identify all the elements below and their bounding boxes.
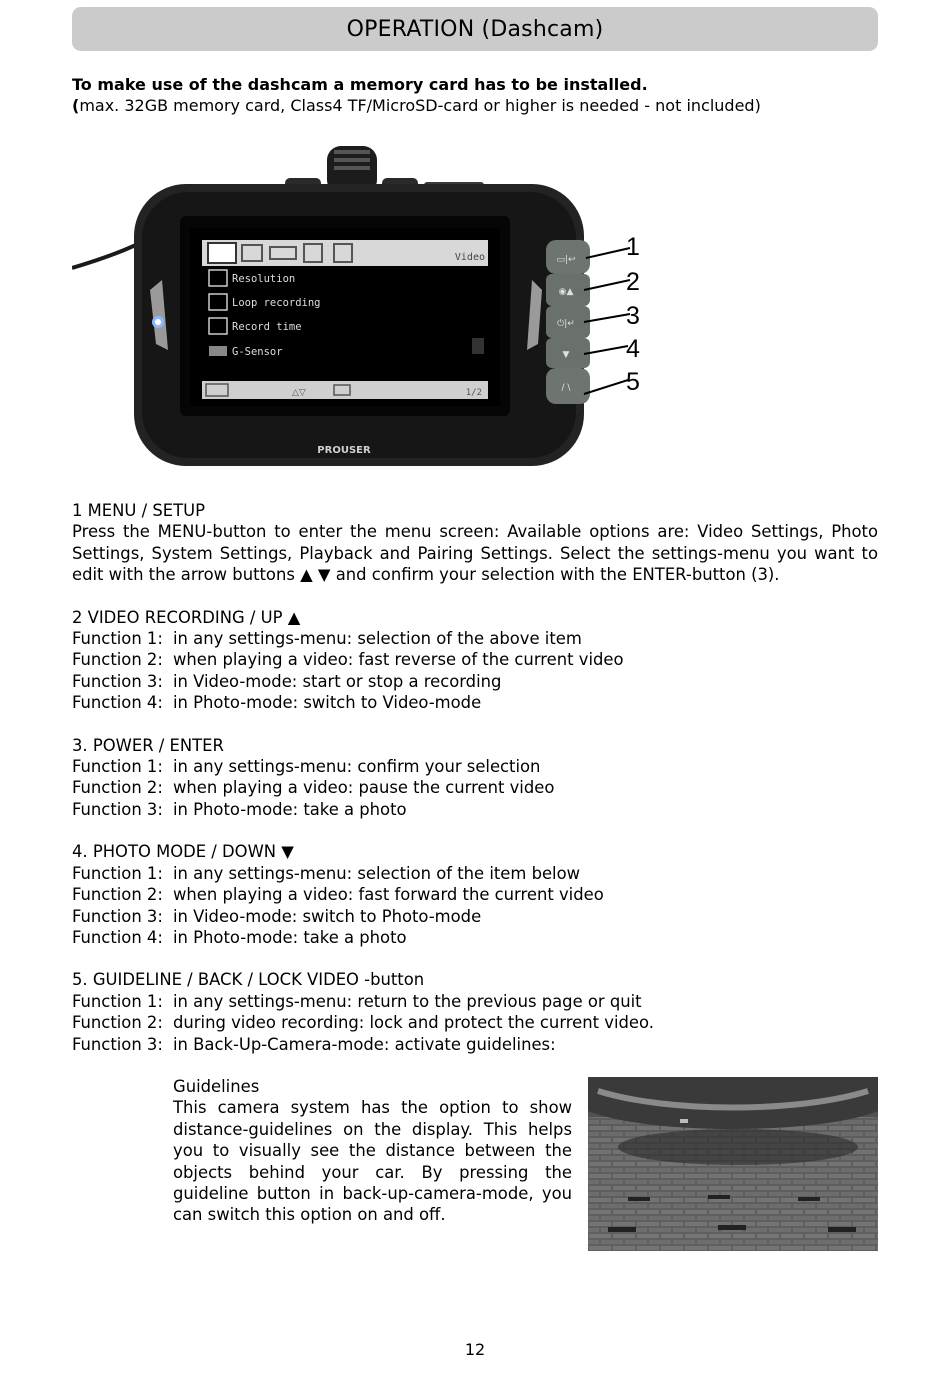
function-row	[72, 799, 878, 820]
function-text: during video recording: lock and protect the current video.	[173, 1013, 654, 1033]
screen-page-indicator: 1/2	[465, 388, 482, 398]
function-label: Function 3:	[72, 906, 163, 926]
function-row	[72, 927, 878, 948]
button-descriptions	[72, 500, 878, 1076]
brand-logo: PROUSER	[317, 445, 371, 456]
section-video-recording-up	[72, 607, 878, 714]
function-row	[72, 649, 878, 670]
function-text: when playing a video: fast reverse of the current video	[173, 650, 624, 670]
function-row	[72, 863, 878, 884]
intro-paren: (	[72, 96, 80, 115]
function-text: in any settings-menu: confirm your selection	[173, 757, 541, 777]
intro-block	[72, 74, 892, 116]
screen-tab-label: Video	[454, 252, 485, 263]
function-label: Function 1:	[72, 757, 163, 777]
page-number: 12	[464, 1340, 486, 1359]
function-text: in Back-Up-Camera-mode: activate guidelines:	[173, 1034, 556, 1054]
guidelines-title: Guidelines	[173, 1077, 260, 1096]
function-label: Function 1:	[72, 991, 163, 1011]
function-row	[72, 671, 878, 692]
guidelines-paragraph: This camera system has the option to show distance-guidelines on the display. This helps you to visually see the distance between the objects behind your car. By pressing the guideline button in back-up-camera-mode, you can switch this option on and off.	[173, 1098, 572, 1225]
function-row	[72, 777, 878, 798]
function-label: Function 4:	[72, 927, 163, 947]
function-row	[72, 884, 878, 905]
section-photo-mode-down	[72, 841, 878, 948]
backup-camera-photo	[588, 1077, 878, 1251]
function-label: Function 2:	[72, 650, 163, 670]
function-row	[72, 991, 878, 1012]
intro-line-2-text: max. 32GB memory card, Class4 TF/MicroSD-card or higher is needed - not included)	[79, 96, 761, 115]
section-title: 1 MENU / SETUP	[72, 501, 205, 520]
section-power-enter	[72, 735, 878, 821]
section-paragraph: Press the MENU-button to enter the menu screen: Available options are: Video Settings, Photo Settings, System Settings, Playback and Pairing Settings. Select the settings-menu you want to edit with the arrow buttons ▲ ▼ and confirm your selection with the ENTER-button (3).	[72, 522, 878, 585]
callout-3: 3	[626, 302, 640, 330]
function-text: in Video-mode: switch to Photo-mode	[173, 906, 482, 926]
car-bumper	[588, 1077, 878, 1129]
function-label: Function 2:	[72, 1013, 163, 1033]
svg-text:△▽: △▽	[292, 388, 306, 398]
function-text: in Photo-mode: take a photo	[173, 799, 407, 819]
function-text: in Photo-mode: take a photo	[173, 927, 407, 947]
callout-2: 2	[626, 268, 640, 296]
function-row	[72, 628, 878, 649]
screen-menu-record-time: Record time	[232, 321, 302, 333]
power-cable	[72, 242, 142, 268]
function-row	[72, 756, 878, 777]
svg-text:/ \: / \	[561, 383, 571, 393]
function-label: Function 3:	[72, 671, 163, 691]
guidelines-block	[173, 1076, 572, 1226]
svg-text:⏻|↵: ⏻|↵	[557, 319, 575, 329]
callout-5: 5	[626, 368, 640, 396]
page-title: OPERATION (Dashcam)	[346, 16, 604, 42]
svg-text:▭|↩: ▭|↩	[556, 255, 576, 265]
function-label: Function 1:	[72, 863, 163, 883]
function-text: when playing a video: pause the current video	[173, 778, 555, 798]
intro-line-1: To make use of the dashcam a memory card has to be installed.	[72, 75, 648, 94]
function-row	[72, 906, 878, 927]
function-row	[72, 692, 878, 713]
function-label: Function 2:	[72, 885, 163, 905]
screen-menu-loop-recording: Loop recording	[232, 297, 321, 309]
function-label: Function 3:	[72, 799, 163, 819]
function-label: Function 2:	[72, 778, 163, 798]
section-title: 5. GUIDELINE / BACK / LOCK VIDEO -button	[72, 970, 425, 990]
function-text: when playing a video: fast forward the current video	[173, 885, 604, 905]
section-menu-setup	[72, 500, 878, 586]
section-title: 2 VIDEO RECORDING / UP ▲	[72, 607, 301, 627]
function-row	[72, 1034, 878, 1055]
function-text: in Video-mode: start or stop a recording	[173, 671, 502, 691]
function-text: in any settings-menu: selection of the above item	[173, 629, 582, 649]
section-title: 4. PHOTO MODE / DOWN ▼	[72, 842, 294, 862]
function-label: Function 4:	[72, 693, 163, 713]
function-label: Function 3:	[72, 1034, 163, 1054]
svg-text:◉▲: ◉▲	[558, 287, 574, 297]
function-row	[72, 1012, 878, 1033]
callout-1: 1	[626, 233, 640, 261]
intro-line-2	[72, 95, 892, 116]
screen-menu-resolution: Resolution	[232, 273, 296, 285]
function-text: in any settings-menu: return to the previous page or quit	[173, 991, 642, 1011]
function-text: in any settings-menu: selection of the item below	[173, 863, 581, 883]
function-text: in Photo-mode: switch to Video-mode	[173, 693, 482, 713]
section-title: 3. POWER / ENTER	[72, 735, 224, 755]
section-guideline-back-lock	[72, 969, 878, 1055]
function-label: Function 1:	[72, 629, 163, 649]
callout-4: 4	[626, 335, 640, 363]
dashcam-device-image	[72, 140, 652, 475]
page-title-bar	[72, 7, 878, 51]
svg-text:▼: ▼	[562, 350, 570, 360]
screen-menu-g-sensor: G-Sensor	[232, 346, 283, 358]
